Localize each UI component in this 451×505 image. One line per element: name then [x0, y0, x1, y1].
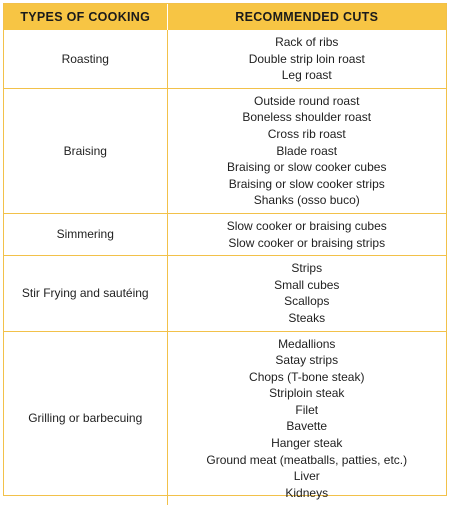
cut-item: Scallops: [284, 294, 330, 309]
cooking-type-cell: Simmering: [4, 213, 167, 255]
recommended-cuts-cell: [167, 331, 446, 505]
cut-item: Braising or slow cooker strips: [228, 176, 385, 191]
cut-item: Braising or slow cooker cubes: [227, 160, 387, 175]
header-recommended-cuts: RECOMMENDED CUTS: [167, 4, 446, 30]
cut-item: Hanger steak: [271, 436, 343, 451]
recommended-cuts-cell: [167, 213, 446, 255]
cut-item: Double strip loin roast: [248, 51, 365, 66]
cut-item: Blade roast: [276, 143, 338, 158]
cut-item: Cross rib roast: [267, 126, 346, 141]
cut-item: Leg roast: [281, 68, 332, 83]
cooking-cuts-table: [4, 4, 446, 505]
recommended-cuts-cell: [167, 256, 446, 331]
cut-item: Striploin steak: [269, 386, 345, 401]
cut-item: Slow cooker or braising strips: [228, 235, 386, 250]
cut-item: Boneless shoulder roast: [242, 110, 372, 125]
cooking-type-cell: Stir Frying and sautéing: [4, 256, 167, 331]
cut-item: Small cubes: [274, 277, 340, 292]
table-body: [4, 30, 446, 505]
cut-item: Steaks: [288, 310, 326, 325]
cooking-type-cell: Braising: [4, 88, 167, 213]
table-row: [4, 88, 446, 213]
table-row: [4, 256, 446, 331]
cut-item: Liver: [293, 469, 320, 484]
cut-item: Bavette: [286, 419, 328, 434]
cut-item: Kidneys: [285, 485, 329, 500]
cooking-type-cell: Grilling or barbecuing: [4, 331, 167, 505]
cut-item: Strips: [291, 261, 323, 276]
cooking-type-cell: Roasting: [4, 30, 167, 88]
cut-item: Filet: [295, 402, 319, 417]
recommended-cuts-cell: [167, 88, 446, 213]
table-row: [4, 331, 446, 505]
cut-item: Ground meat (meatballs, patties, etc.): [206, 452, 408, 467]
table-row: [4, 213, 446, 255]
table-row: [4, 30, 446, 88]
recommended-cuts-cell: [167, 30, 446, 88]
cut-item: Chops (T-bone steak): [249, 369, 365, 384]
cut-item: Satay strips: [275, 353, 339, 368]
cut-item: Rack of ribs: [275, 35, 339, 49]
header-row: [4, 4, 446, 30]
cut-item: Outside round roast: [254, 93, 360, 108]
cut-item: Slow cooker or braising cubes: [226, 218, 387, 233]
cut-item: Shanks (osso buco): [253, 193, 360, 208]
cooking-cuts-table-frame: [3, 3, 447, 500]
cut-item: Medallions: [278, 336, 336, 351]
header-types-of-cooking: TYPES OF COOKING: [4, 4, 167, 30]
